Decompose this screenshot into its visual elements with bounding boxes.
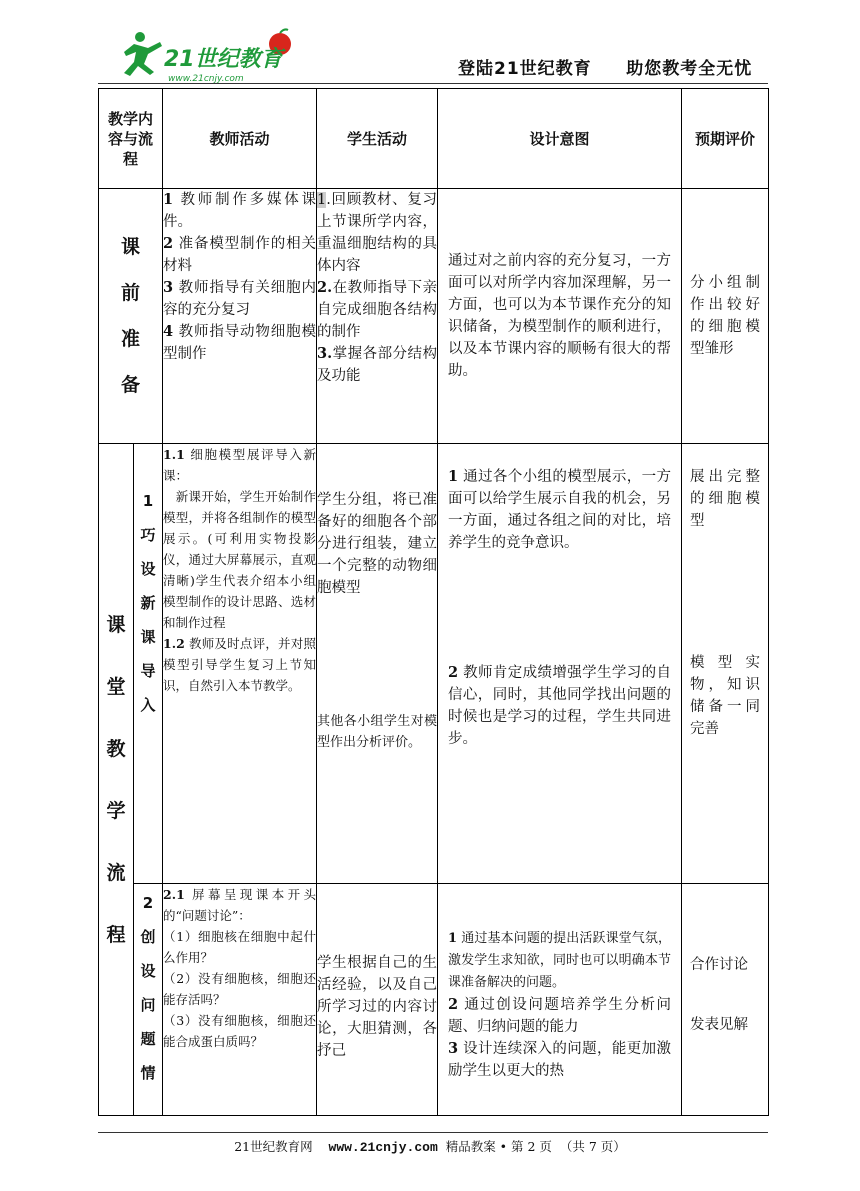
header-expected-eval: 预期评价 <box>682 89 769 189</box>
logo-text: 21世纪教育 <box>164 47 283 72</box>
stage-pre-class: 课 前 准 备 <box>99 189 163 444</box>
logo-21cnjy <box>118 28 308 84</box>
footer-left: 21世纪教育网 <box>234 1139 313 1154</box>
sub2-student-activity: 学生根据自己的生活经验，以及自己所学习过的内容讨论，大胆猜测，各抒己 <box>317 884 438 1116</box>
footer-page-info: 精品教案 • 第 2 页 （共 7 页） <box>445 1139 626 1154</box>
sub-step-1-label: 1 巧 设 新 课 导 入 <box>134 444 163 884</box>
sub1-expected-eval: 展出完整的细胞模型 模型实物，知识储备一同完善 <box>682 444 769 884</box>
stage1-student-activity: 1.回顾教材、复习上节课所学内容，重温细胞结构的具体内容 2.在教师指导下亲自完成细胞各结构的制作 3.掌握各部分结构及功能 <box>317 189 438 444</box>
sub2-design-intent: 1 通过基本问题的提出活跃课堂气氛，激发学生求知欲，同时也可以明确本节课准备解决的问题。 2 通过创设问题培养学生分析问题、归纳问题的能力 3 设计连续深入的问题，能更加激励学生以更大的热 <box>438 884 682 1116</box>
runner-icon <box>124 32 162 76</box>
sub1-teacher-activity: 1.1 细胞模型展评导入新课： 新课开始，学生开始制作模型，并将各组制作的模型展示。(可利用实物投影仪，通过大屏幕展示，直观清晰)学生代表介绍本小组模型制作的设计思路、选材和制作过程 1.2 教师及时点评，并对照模型引导学生复习上节知识，自然引入本节教学。 <box>163 444 317 884</box>
header-design-intent: 设计意图 <box>438 89 682 189</box>
stage1-teacher-activity: 1 教师制作多媒体课件。 2 准备模型制作的相关材料 3 教师指导有关细胞内容的充分复习 4 教师指导动物细胞模型制作 <box>163 189 317 444</box>
sub1-design-intent: 1 通过各个小组的模型展示，一方面可以给学生展示自我的机会，另一方面，通过各组之间的对比，培养学生的竞争意识。 2 教师肯定成绩增强学生学习的自信心，同时，其他同学找出问题的时候也是学习的过程，学生共同进步。 <box>438 444 682 884</box>
footer-site-link[interactable]: www.21cnjy.com <box>328 1140 438 1155</box>
page-footer <box>0 1137 860 1155</box>
header-content-flow: 教学内容与流程 <box>99 89 163 189</box>
header-slogan: 登陆21世纪教育 助您教考全无忧 <box>458 59 753 79</box>
sub1-student-activity: 学生分组，将已准备好的细胞各个部分进行组装，建立一个完整的动物细胞模型 其他各小组学生对模型作出分析评价。 <box>317 444 438 884</box>
sub2-expected-eval: 合作讨论 发表见解 <box>682 884 769 1116</box>
highlight-marker: 1 <box>317 192 327 208</box>
stage-classroom-teaching: 课 堂 教 学 流 程 <box>99 444 134 1116</box>
stage1-design-intent: 通过对之前内容的充分复习，一方面可以对所学内容加深理解，另一方面，也可以为本节课作充分的知识储备，为模型制作的顺利进行，以及本节课内容的顺畅有很大的帮助。 <box>438 189 682 444</box>
header-rule <box>98 83 768 84</box>
header-student-activity: 学生活动 <box>317 89 438 189</box>
sub-step-2-label: 2 创 设 问 题 情 <box>134 884 163 1116</box>
lesson-plan-table <box>98 88 769 1116</box>
footer-rule <box>98 1132 768 1133</box>
stage1-expected-eval: 分小组制作出较好的细胞模型雏形 <box>682 189 769 444</box>
header-teacher-activity: 教师活动 <box>163 89 317 189</box>
sub2-teacher-activity: 2.1 屏幕呈现课本开头的“问题讨论”： （1）细胞核在细胞中起什么作用？ （2）没有细胞核，细胞还能存活吗？ （3）没有细胞核，细胞还能合成蛋白质吗？ <box>163 884 317 1116</box>
logo-url: www.21cnjy.com <box>168 74 244 84</box>
